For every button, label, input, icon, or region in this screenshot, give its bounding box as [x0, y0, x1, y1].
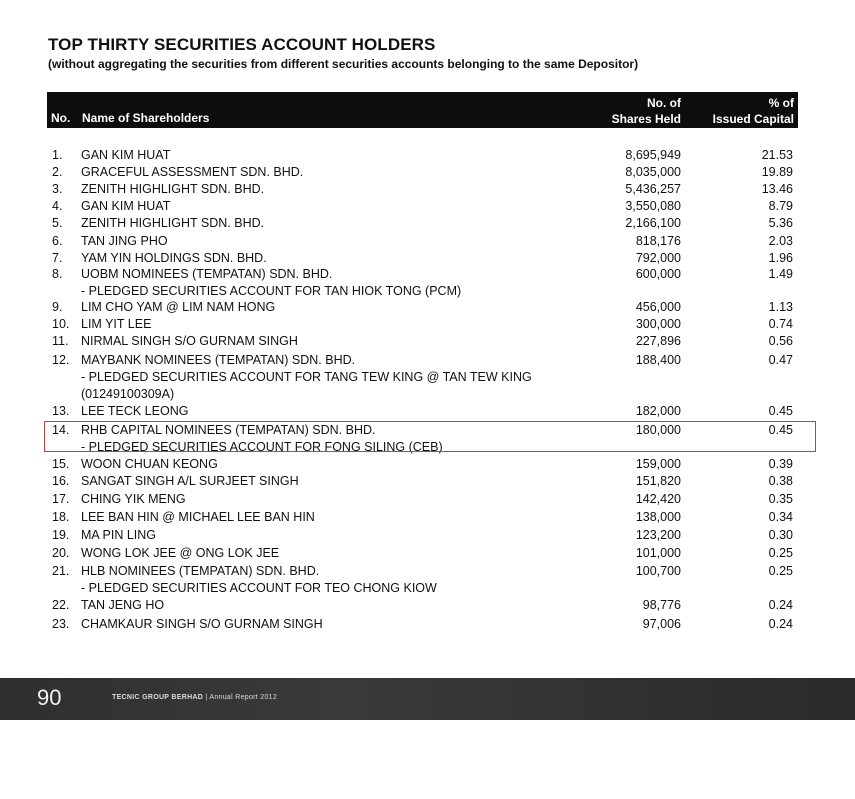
shares-held: 792,000 [635, 251, 681, 265]
shareholder-name [81, 198, 601, 215]
percent-issued: 0.45 [768, 423, 793, 437]
page-number: 90 [37, 685, 62, 710]
shares-held: 142,420 [635, 492, 681, 506]
percent-issued: 8.79 [768, 199, 793, 213]
shareholder-name [81, 299, 601, 316]
row-number: 4. [52, 199, 63, 213]
header-pct [713, 95, 794, 127]
shares-held: 188,400 [635, 353, 681, 367]
shareholder-name-line: ZENITH HIGHLIGHT SDN. BHD. [81, 216, 265, 230]
row-number: 2. [52, 165, 63, 179]
header-shares [612, 95, 681, 127]
header-shares-line2: Shares Held [611, 112, 681, 126]
row-number: 17. [52, 492, 70, 506]
shareholder-name-line: - PLEDGED SECURITIES ACCOUNT FOR FONG SILING (CEB) [81, 440, 443, 454]
percent-issued: 5.36 [768, 216, 793, 230]
shareholder-name-line: ZENITH HIGHLIGHT SDN. BHD. [81, 182, 265, 196]
percent-issued: 0.56 [768, 334, 793, 348]
percent-issued: 0.25 [768, 546, 793, 560]
shareholder-name [81, 491, 601, 508]
shares-held: 97,006 [642, 617, 681, 631]
highlight-box [44, 421, 816, 452]
shares-held: 8,035,000 [625, 165, 681, 179]
header-pct-line2: Issued Capital [712, 112, 794, 126]
shareholder-name-line: GRACEFUL ASSESSMENT SDN. BHD. [81, 165, 304, 179]
shares-held: 180,000 [635, 423, 681, 437]
percent-issued: 0.34 [768, 510, 793, 524]
percent-issued: 0.25 [768, 564, 793, 578]
shareholder-name [81, 250, 601, 267]
percent-issued: 1.49 [768, 267, 793, 281]
shares-held: 5,436,257 [625, 182, 681, 196]
header-no: No. [51, 111, 71, 125]
shareholder-name-line: NIRMAL SINGH S/O GURNAM SINGH [81, 334, 298, 348]
row-number: 14. [52, 423, 70, 437]
shares-held: 600,000 [635, 267, 681, 281]
shareholder-name-line: RHB CAPITAL NOMINEES (TEMPATAN) SDN. BHD. [81, 423, 376, 437]
shares-held: 818,176 [635, 234, 681, 248]
shareholder-name [81, 181, 601, 198]
shareholder-name-line: MAYBANK NOMINEES (TEMPATAN) SDN. BHD. [81, 353, 356, 367]
footer-report: Annual Report 2012 [209, 694, 278, 701]
shareholder-name [81, 164, 601, 181]
percent-issued: 13.46 [761, 182, 793, 196]
row-number: 23. [52, 617, 70, 631]
percent-issued: 0.47 [768, 353, 793, 367]
shareholder-name-line: TAN JENG HO [81, 598, 165, 612]
row-number: 19. [52, 528, 70, 542]
row-number: 12. [52, 353, 70, 367]
shareholder-name-line: YAM YIN HOLDINGS SDN. BHD. [81, 251, 267, 265]
table-header [47, 92, 798, 128]
row-number: 7. [52, 251, 63, 265]
percent-issued: 0.35 [768, 492, 793, 506]
shareholder-name-line: (01249100309A) [81, 387, 175, 401]
row-number: 20. [52, 546, 70, 560]
row-number: 22. [52, 598, 70, 612]
row-number: 21. [52, 564, 70, 578]
shareholder-name-line: HLB NOMINEES (TEMPATAN) SDN. BHD. [81, 564, 320, 578]
row-number: 6. [52, 234, 63, 248]
row-number: 1. [52, 148, 63, 162]
shareholder-name-line: - PLEDGED SECURITIES ACCOUNT FOR TEO CHONG KIOW [81, 581, 437, 595]
percent-issued: 0.74 [768, 317, 793, 331]
shareholder-name [81, 456, 601, 473]
header-name: Name of Shareholders [82, 111, 210, 125]
shares-held: 98,776 [642, 598, 681, 612]
shareholder-name [81, 527, 601, 544]
shares-held: 100,700 [635, 564, 681, 578]
row-number: 10. [52, 317, 70, 331]
header-shares-line1: No. of [647, 96, 681, 110]
row-number: 15. [52, 457, 70, 471]
shares-held: 182,000 [635, 404, 681, 418]
footer-text [112, 694, 277, 701]
percent-issued: 1.13 [768, 300, 793, 314]
shareholder-name [81, 616, 601, 633]
percent-issued: 0.39 [768, 457, 793, 471]
shareholder-name-line: GAN KIM HUAT [81, 148, 171, 162]
header-pct-line1: % of [768, 96, 794, 110]
shareholder-name [81, 597, 601, 614]
shareholder-name [81, 316, 601, 333]
shareholder-name-line: CHAMKAUR SINGH S/O GURNAM SINGH [81, 617, 323, 631]
shares-held: 123,200 [635, 528, 681, 542]
row-number: 9. [52, 300, 63, 314]
shareholder-name-line: CHING YIK MENG [81, 492, 186, 506]
page-title: TOP THIRTY SECURITIES ACCOUNT HOLDERS [48, 35, 436, 54]
row-number: 13. [52, 404, 70, 418]
shareholder-name-line: - PLEDGED SECURITIES ACCOUNT FOR TANG TEW KING @ TAN TEW KING [81, 370, 532, 384]
shares-held: 159,000 [635, 457, 681, 471]
row-number: 5. [52, 216, 63, 230]
shares-held: 3,550,080 [625, 199, 681, 213]
shareholder-name-line: WONG LOK JEE @ ONG LOK JEE [81, 546, 280, 560]
shareholder-name-line: - PLEDGED SECURITIES ACCOUNT FOR TAN HIOK TONG (PCM) [81, 284, 462, 298]
shares-held: 101,000 [635, 546, 681, 560]
shareholder-name [81, 233, 601, 250]
percent-issued: 1.96 [768, 251, 793, 265]
row-number: 3. [52, 182, 63, 196]
percent-issued: 21.53 [761, 148, 793, 162]
shareholder-name-line: SANGAT SINGH A/L SURJEET SINGH [81, 474, 299, 488]
percent-issued: 0.45 [768, 404, 793, 418]
shareholder-name-line: LEE BAN HIN @ MICHAEL LEE BAN HIN [81, 510, 315, 524]
shareholder-name-line: LIM YIT LEE [81, 317, 152, 331]
footer-company: TECNIC GROUP BERHAD [112, 694, 204, 701]
shareholder-name-line: GAN KIM HUAT [81, 199, 171, 213]
shareholder-name [81, 473, 601, 490]
shares-held: 8,695,949 [625, 148, 681, 162]
shareholder-name [81, 352, 601, 403]
shareholder-name-line: LIM CHO YAM @ LIM NAM HONG [81, 300, 276, 314]
row-number: 8. [52, 267, 63, 281]
percent-issued: 19.89 [761, 165, 793, 179]
shareholder-name [81, 563, 601, 597]
shares-held: 300,000 [635, 317, 681, 331]
shareholder-name-line: MA PIN LING [81, 528, 157, 542]
percent-issued: 2.03 [768, 234, 793, 248]
shareholder-name-line: WOON CHUAN KEONG [81, 457, 218, 471]
shareholder-name [81, 403, 601, 420]
shares-held: 456,000 [635, 300, 681, 314]
shareholder-name-line: UOBM NOMINEES (TEMPATAN) SDN. BHD. [81, 267, 333, 281]
percent-issued: 0.24 [768, 598, 793, 612]
shareholder-name [81, 215, 601, 232]
footer-separator: | [203, 694, 210, 701]
shares-held: 2,166,100 [625, 216, 681, 230]
shares-held: 138,000 [635, 510, 681, 524]
row-number: 18. [52, 510, 70, 524]
shareholder-name [81, 509, 601, 526]
shareholder-name [81, 266, 601, 300]
percent-issued: 0.38 [768, 474, 793, 488]
shareholder-name-line: TAN JING PHO [81, 234, 168, 248]
row-number: 11. [52, 334, 69, 348]
percent-issued: 0.24 [768, 617, 793, 631]
percent-issued: 0.30 [768, 528, 793, 542]
page-footer [0, 678, 855, 720]
row-number: 16. [52, 474, 70, 488]
page-subtitle: (without aggregating the securities from different securities accounts belonging to the same Depositor) [48, 57, 639, 71]
shareholder-name [81, 545, 601, 562]
shareholder-name [81, 333, 601, 350]
shareholder-name [81, 147, 601, 164]
shares-held: 151,820 [635, 474, 681, 488]
shares-held: 227,896 [635, 334, 681, 348]
shareholder-name-line: LEE TECK LEONG [81, 404, 189, 418]
